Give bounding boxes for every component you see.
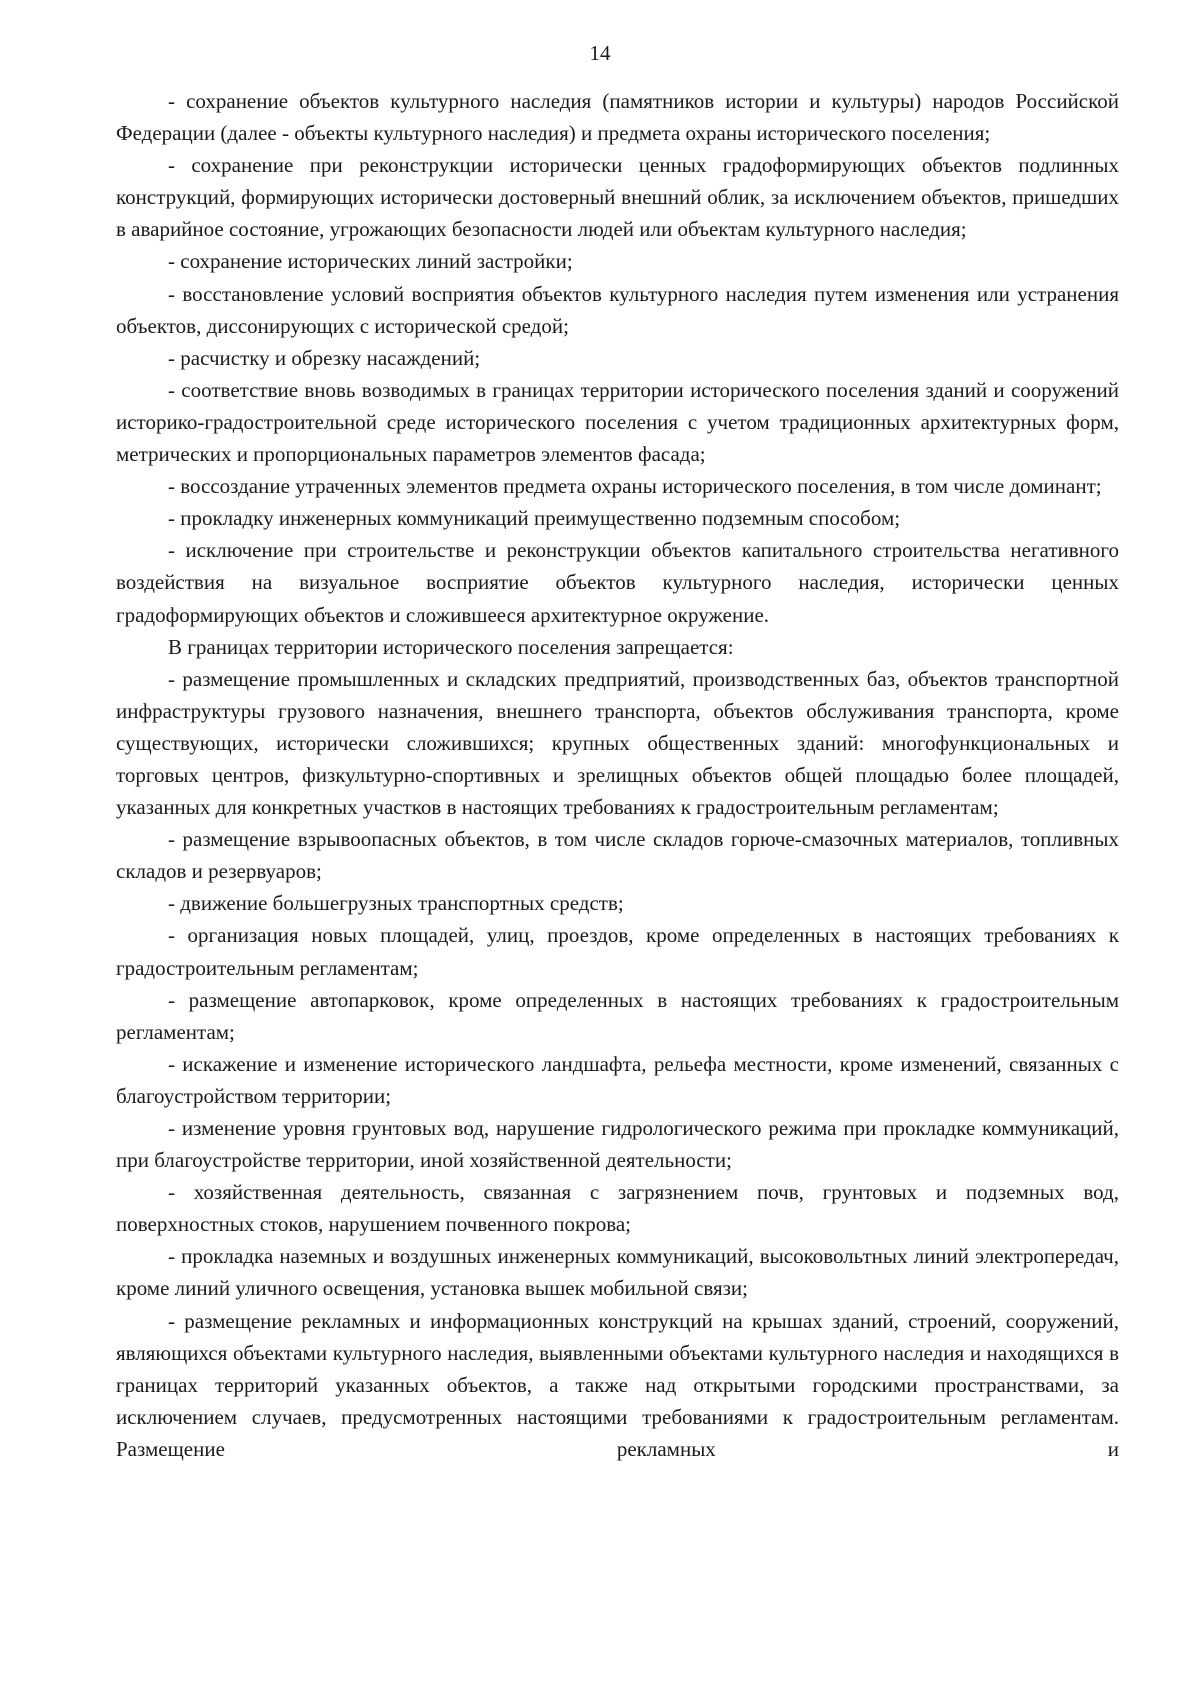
paragraph: - прокладка наземных и воздушных инженерных коммуникаций, высоковольтных линий электропередач, кроме линий уличного освещения, установка вышек мобильной связи; (116, 1244, 1119, 1301)
paragraph: - хозяйственная деятельность, связанная с загрязнением почв, грунтовых и подземных вод, поверхностных стоков, нарушением почвенного покрова; (116, 1180, 1119, 1237)
document-body (116, 85, 1119, 1465)
paragraph: - расчистку и обрезку насаждений; (168, 345, 481, 370)
paragraph: - размещение автопарковок, кроме определенных в настоящих требованиях к градостроительным регламентам; (116, 987, 1119, 1044)
paragraph: - организация новых площадей, улиц, проездов, кроме определенных в настоящих требованиях к градостроительным регламентам; (116, 923, 1119, 980)
paragraph: - размещение взрывоопасных объектов, в том числе складов горюче-смазочных материалов, топливных складов и резервуаров; (116, 827, 1119, 884)
paragraph: - прокладку инженерных коммуникаций преимущественно подземным способом; (168, 506, 901, 531)
paragraph: - сохранение исторических линий застройки; (168, 249, 573, 274)
paragraph: - движение большегрузных транспортных средств; (168, 891, 624, 916)
paragraph: - восстановление условий восприятия объектов культурного наследия путем изменения или устранения объектов, диссонирующих с исторической средой; (116, 281, 1119, 338)
page-number: 14 (589, 41, 611, 65)
section-intro: В границах территории исторического поселения запрещается: (168, 634, 734, 659)
paragraph: - воссоздание утраченных элементов предмета охраны исторического поселения, в том числе доминант; (168, 474, 1102, 499)
paragraph: - размещение промышленных и складских предприятий, производственных баз, объектов транспортной инфраструктуры грузового назначения, внешнего транспорта, объектов обслуживания транспорта, кроме существующих, исторически сложившихся; крупных общественных зданий: многофункциональных и торговых центров, физкультурно-спортивных и зрелищных объектов общей площадью более площадей, указанных для конкретных участков в настоящих требованиях к градостроительным регламентам; (116, 666, 1119, 820)
paragraph: - искажение и изменение исторического ландшафта, рельефа местности, кроме изменений, связанных с благоустройством территории; (116, 1051, 1119, 1108)
paragraph: - изменение уровня грунтовых вод, нарушение гидрологического режима при прокладке коммуникаций, при благоустройстве территории, иной хозяйственной деятельности; (116, 1116, 1119, 1173)
paragraph: - сохранение при реконструкции исторически ценных градоформирующих объектов подлинных конструкций, формирующих исторически достоверный внешний облик, за исключением объектов, пришедших в аварийное состояние, угрожающих безопасности людей или объектам культурного наследия; (116, 153, 1119, 242)
paragraph: - исключение при строительстве и реконструкции объектов капитального строительства негативного воздействия на визуальное восприятие объектов культурного наследия, исторически ценных градоформирующих объектов и сложившееся архитектурное окружение. (116, 538, 1119, 627)
paragraph-last-line-justified: - размещение рекламных и информационных конструкций на крышах зданий, строений, сооружений, являющихся объектами культурного наследия, выявленными объектами культурного наследия и находящихся в границах территорий указанных объектов, а также над открытыми городскими пространствами, за исключением случаев, предусмотренных настоящими требованиями к градостроительным регламентам. Размещение рекламных и (116, 1308, 1119, 1461)
paragraph: - сохранение объектов культурного наследия (памятников истории и культуры) народов Российской Федерации (далее - объекты культурного наследия) и предмета охраны исторического поселения; (116, 89, 1119, 146)
paragraph: - соответствие вновь возводимых в границах территории исторического поселения зданий и сооружений историко-градостроительной среде исторического поселения с учетом традиционных архитектурных форм, метрических и пропорциональных параметров элементов фасада; (116, 377, 1119, 467)
